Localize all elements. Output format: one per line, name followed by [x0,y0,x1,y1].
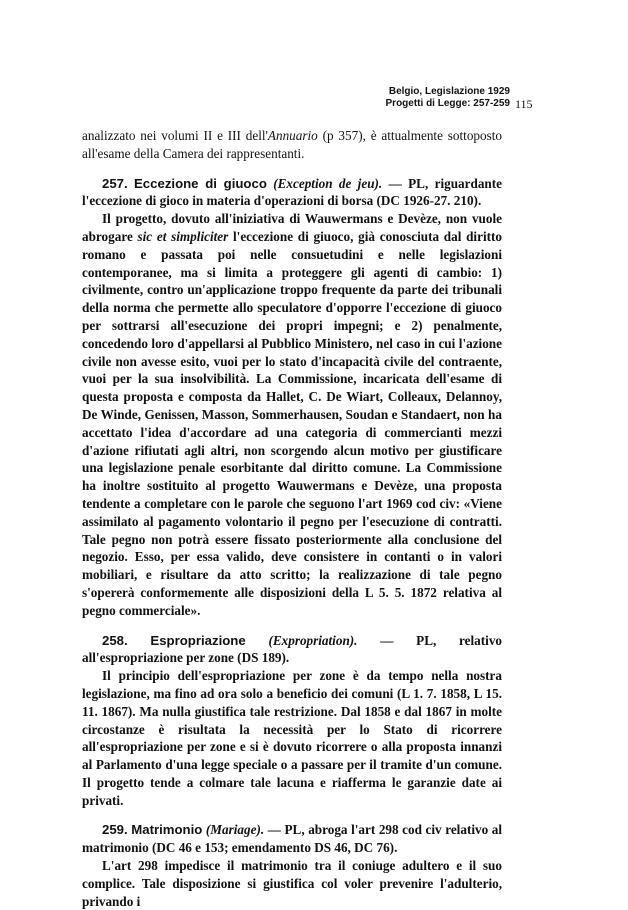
running-header [320,86,510,110]
entry-foreign-title: (Mariage). [205,822,265,838]
entry-258-heading [82,632,502,668]
entry-foreign-title: (Expropriation). [268,632,358,648]
entry-257-heading [82,175,502,211]
entry-259-heading [82,821,502,857]
header-country-year: Belgio, Legislazione 1929 [388,86,510,97]
entry-number: 259. [102,822,128,838]
entry-258-body: Il principio dell'espropriazione per zone è da tempo nella nostra legislazione, ma fino ad ora solo a beneficio dei comuni (L 1. 7. 1858, L 15. 11. 1867). Ma nulla giustifica tale restrizione. Dal 1858 e dal 1867 in molte circostanze è risultata la necessità per lo Stato di ricorrere all'espropriazione per zone e si è dovuto ricorrere o alla proposta innanzi al Parlamento d'una legge speciale o a passare per il tramite d'un comune. Il progetto tende a colmare tale lacuna e riafferma le garanzie date ai privati. [82,668,502,808]
entry-title: Matrimonio [131,822,203,838]
entry-259-body: L'art 298 impedisce il matrimonio tra il coniuge adultero e il suo complice. Tale disposizione si giustifica col voler prevenire l'adulterio, privando i [82,858,502,909]
entry-number: 258. [102,632,128,648]
entry-title: Espropriazione [150,632,246,648]
entry-number: 257. [102,175,128,191]
entry-summary: — PL, riguardante l'eccezione di gioco in materia d'operazioni di borsa (DC 1926-27. 210). [82,175,502,209]
entry-257-body: Il progetto, dovuto all'iniziativa di Wauwermans e Devèze, non vuole abrogare sic et simpliciter l'eccezione di giuoco, già conosciuta dal diritto romano e passata poi nelle consuetudini e nelle legislazioni contemporanee, ma si limita a proteggere gli agenti di cambio: 1) civilmente, contro un'applicazione troppo frequente da parte dei tribunali della norma che permette allo speculatore d'opporre l'eccezione di giuoco per sottrarsi all'esecuzione dei propri impegni; e 2) penalmente, concedendo loro d'appellarsi al Pubblico Ministero, nel caso in cui l'azione civile non avesse esito, vuoi per lo stato d'incapacità civile del contraente, vuoi per la sua insolvibilità. La Commissione, incaricata dell'esame di questa proposta e composta da Hallet, C. De Wiart, Colleaux, Delannoy, De Winde, Genissen, Masson, Sommerhausen, Soudan e Standaert, non ha accettato l'idea d'accordare ad una categoria di commercianti mezzi d'azione rifiutati agli altri, non scorgendo alcun motivo per giustificare una legislazione penale esorbitante dal diritto comune. La Commissione ha inoltre sostituito al progetto Wauwermans e Devèze, una proposta tendente a completare con le parole che seguono l'art 1969 cod civ: «Viene assimilato al pagamento volontario il pegno per l'esecuzione di contratti. Tale pegno non potrà essere fissato posteriormente alla conclusione del negozio. Esso, per essa valido, deve consistere in contanti o in valori mobiliari, e risultare da atto scritto; la realizzazione di tale pegno s'opererà conformemente alle disposizioni della L 5. 5. 1872 relativa al pegno commerciale». [82,211,502,618]
header-section: Progetti di Legge: 257-259 [385,98,510,109]
page-body [82,127,502,910]
page-number: 115 [515,97,533,111]
entry-foreign-title: (Exception de jeu). [273,175,383,191]
entry-summary: — PL, abroga l'art 298 cod civ relativo al matrimonio (DC 46 e 153; emendamento DS 46, DC 76). [82,822,503,856]
entry-title: Eccezione di giuoco [134,175,267,191]
entry-summary: — PL, relativo all'espropriazione per zone (DS 189). [82,632,503,666]
intro-paragraph: analizzato nei volumi II e III dell'Annuario (p 357), è attualmente sottoposto all'esame della Camera dei rappresentanti. [82,128,502,161]
